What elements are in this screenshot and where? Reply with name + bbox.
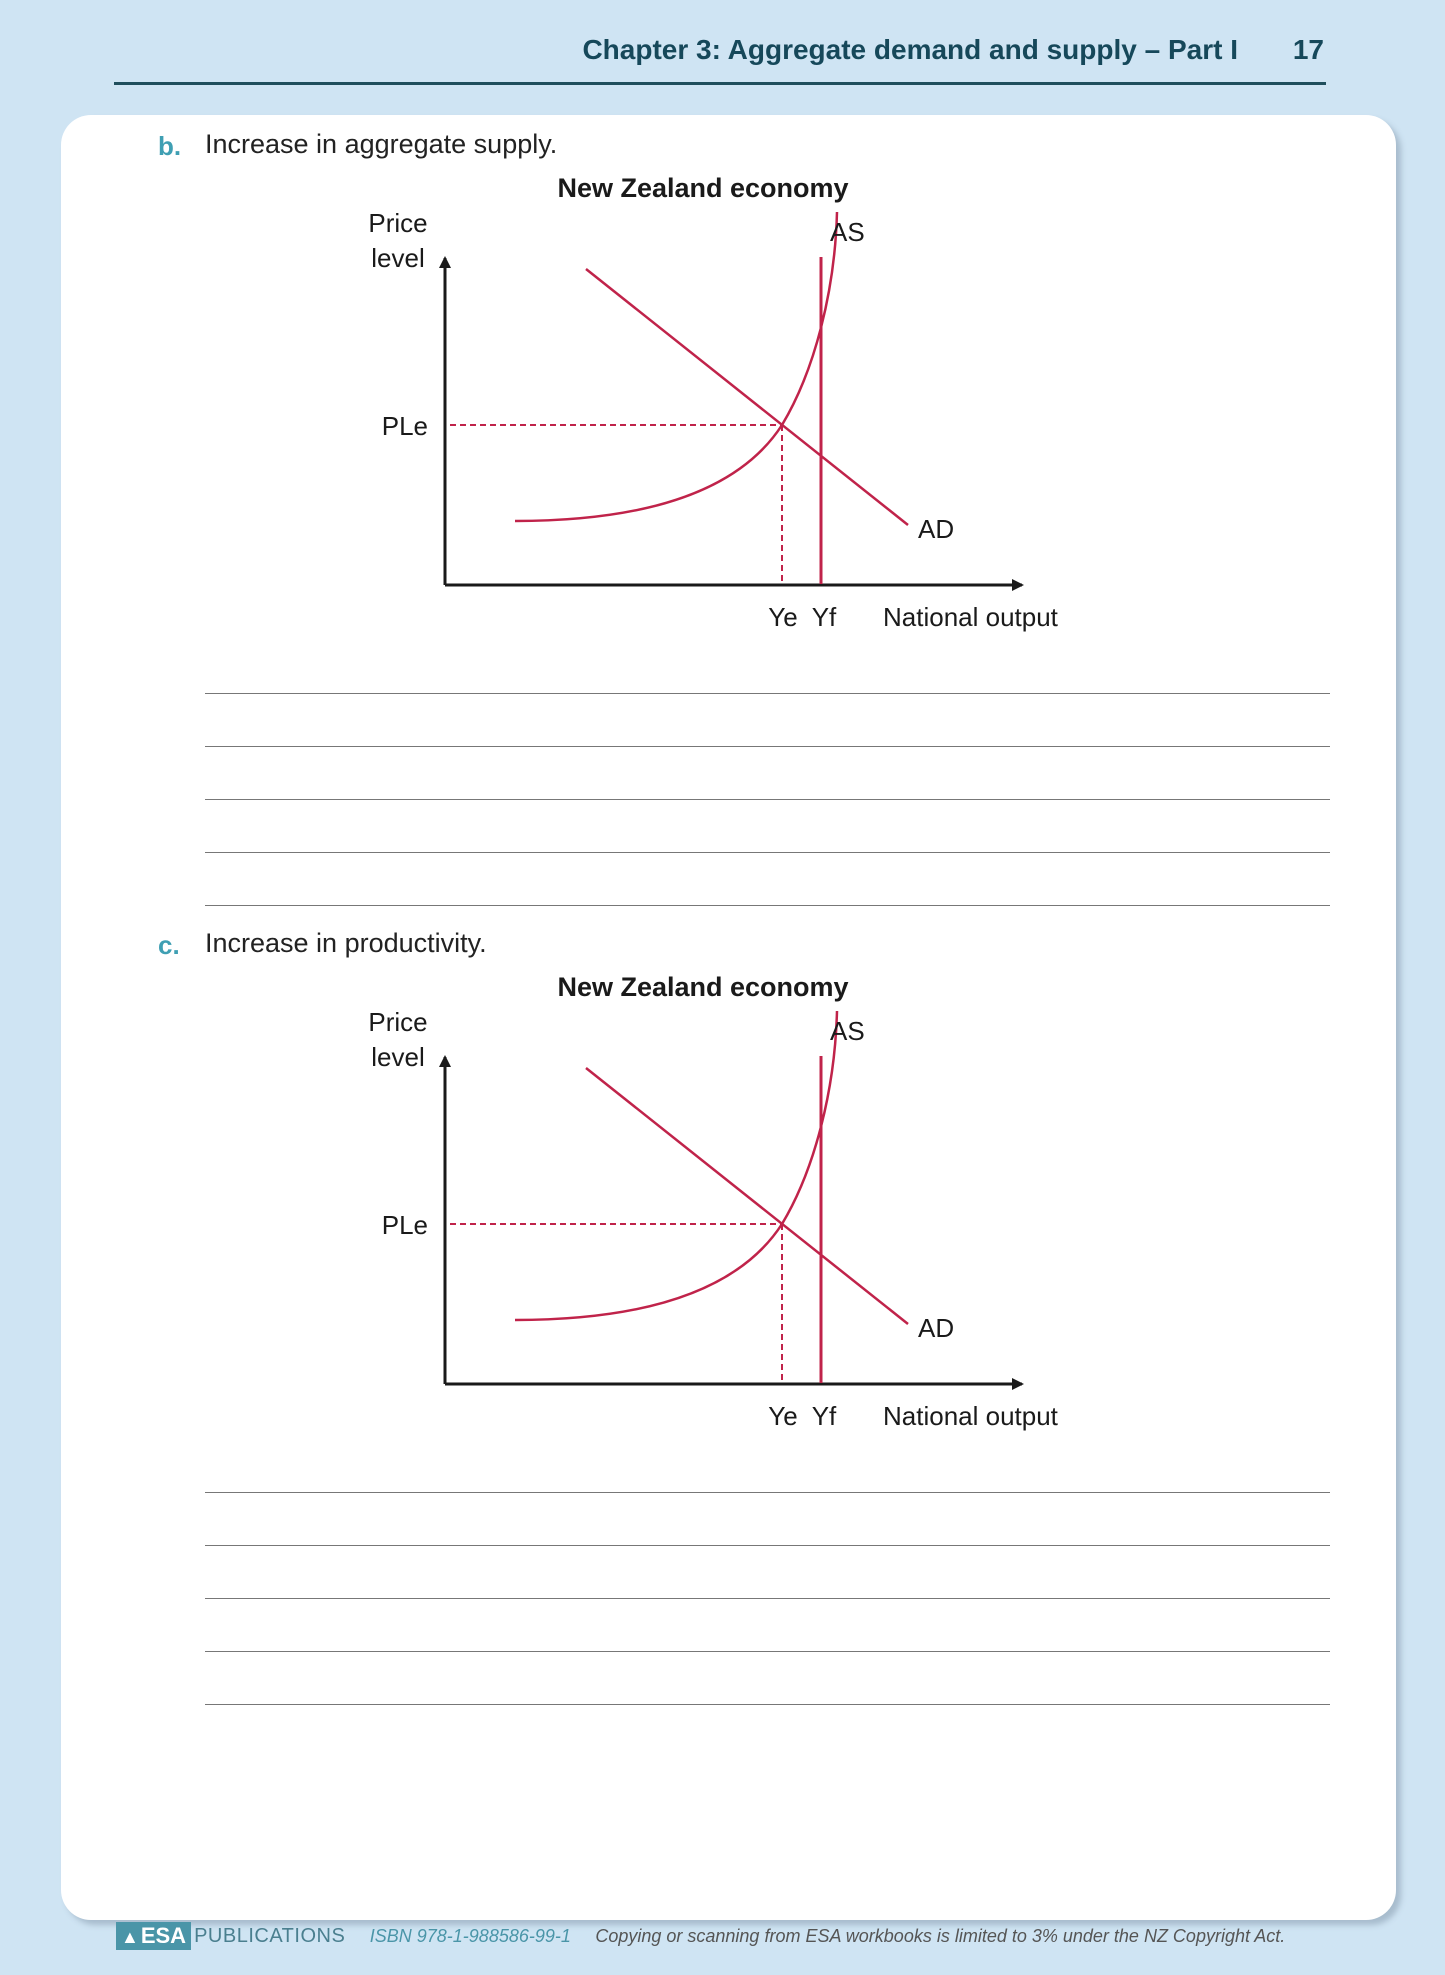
answer-line-b-2[interactable]: [205, 746, 1330, 747]
chart-b: [0, 170, 1445, 650]
ad-curve: [586, 269, 908, 525]
ye-tick-label: Ye: [768, 602, 798, 632]
chart-title: New Zealand economy: [557, 173, 849, 203]
x-axis-label: National output: [883, 1401, 1058, 1431]
page-footer: [116, 1922, 1356, 1952]
question-c-text: Increase in productivity.: [205, 928, 487, 958]
ye-tick-label: Ye: [768, 1401, 798, 1431]
answer-line-b-3[interactable]: [205, 799, 1330, 800]
answer-line-c-1[interactable]: [205, 1492, 1330, 1493]
x-axis-label: National output: [883, 602, 1058, 632]
chart-title: New Zealand economy: [557, 972, 849, 1002]
answer-line-b-1[interactable]: [205, 693, 1330, 694]
isbn: ISBN 978-1-988586-99-1: [369, 1925, 571, 1946]
answer-line-b-4[interactable]: [205, 852, 1330, 853]
question-b-text: Increase in aggregate supply.: [205, 129, 558, 159]
y-axis-label-line2: level: [371, 1042, 425, 1072]
y-axis-label-line2: level: [371, 243, 425, 273]
chapter-title: Chapter 3: Aggregate demand and supply – Part I: [582, 34, 1238, 65]
ad-label: AD: [918, 1313, 955, 1343]
y-axis-label-line1: Price: [368, 1007, 428, 1037]
answer-line-c-2[interactable]: [205, 1545, 1330, 1546]
page-header: [114, 32, 1326, 85]
ad-curve: [586, 1068, 908, 1324]
copyright-notice: Copying or scanning from ESA workbooks is limited to 3% under the NZ Copyright Act.: [595, 1925, 1286, 1946]
question-b-letter: b.: [158, 131, 182, 161]
ad-label: AD: [918, 514, 955, 544]
page-number: 17: [1292, 34, 1324, 65]
y-axis-label-line1: Price: [368, 208, 428, 238]
as-label: AS: [830, 1016, 865, 1046]
answer-line-c-3[interactable]: [205, 1598, 1330, 1599]
answer-line-c-4[interactable]: [205, 1651, 1330, 1652]
question-c-letter: c.: [158, 930, 180, 960]
answer-line-b-5[interactable]: [205, 905, 1330, 906]
logo-text: ESA: [140, 1923, 187, 1948]
answer-line-c-5[interactable]: [205, 1704, 1330, 1705]
publisher-name: PUBLICATIONS: [194, 1924, 346, 1947]
ple-tick-label: PLe: [381, 411, 428, 441]
esa-logo: [116, 1922, 191, 1950]
as-curve: [515, 212, 837, 521]
ple-tick-label: PLe: [381, 1210, 428, 1240]
as-label: AS: [830, 217, 865, 247]
chart-c: [0, 969, 1445, 1449]
yf-tick-label: Yf: [811, 602, 837, 632]
tree-icon: ▲: [121, 1927, 139, 1947]
as-curve: [515, 1011, 837, 1320]
yf-tick-label: Yf: [811, 1401, 837, 1431]
